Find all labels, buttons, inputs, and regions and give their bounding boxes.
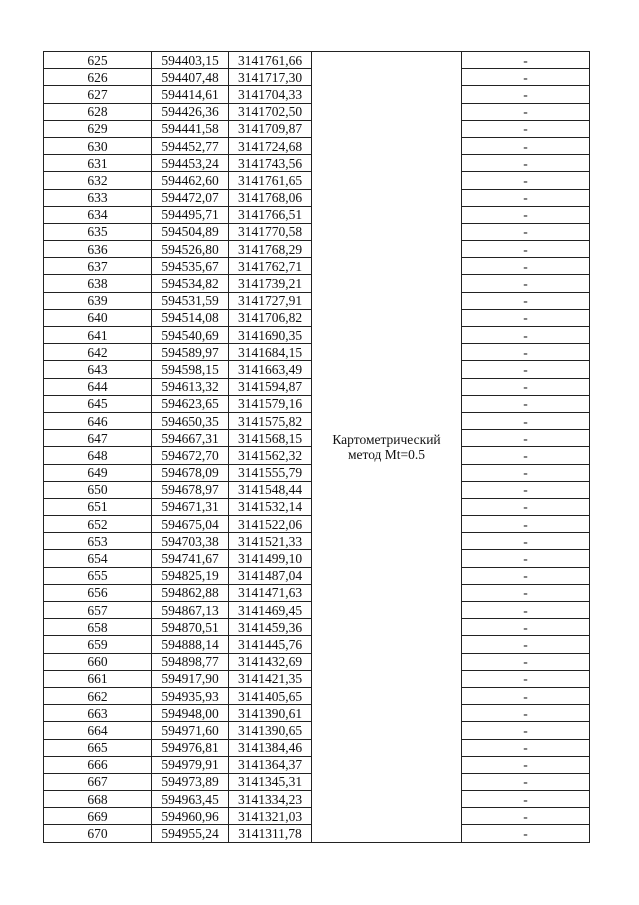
x-coordinate-cell: 594741,67 xyxy=(152,550,229,567)
accuracy-cell: - xyxy=(462,533,590,550)
accuracy-cell: - xyxy=(462,705,590,722)
method-label-line1: Картометрический xyxy=(332,431,441,447)
accuracy-cell: - xyxy=(462,653,590,670)
x-coordinate-cell: 594540,69 xyxy=(152,327,229,344)
y-coordinate-cell: 3141445,76 xyxy=(229,636,312,653)
coordinates-table-body xyxy=(44,52,590,843)
x-coordinate-cell: 594971,60 xyxy=(152,722,229,739)
method-cell xyxy=(312,52,462,843)
table-row xyxy=(44,52,590,69)
x-coordinate-cell: 594526,80 xyxy=(152,241,229,258)
accuracy-cell: - xyxy=(462,481,590,498)
method-label-line2: метод Mt=0.5 xyxy=(347,446,426,462)
accuracy-cell: - xyxy=(462,327,590,344)
accuracy-cell: - xyxy=(462,206,590,223)
y-coordinate-cell: 3141579,16 xyxy=(229,395,312,412)
accuracy-cell: - xyxy=(462,120,590,137)
point-number-cell: 649 xyxy=(44,464,152,481)
accuracy-cell: - xyxy=(462,756,590,773)
y-coordinate-cell: 3141459,36 xyxy=(229,619,312,636)
accuracy-cell: - xyxy=(462,498,590,515)
point-number-cell: 644 xyxy=(44,378,152,395)
x-coordinate-cell: 594426,36 xyxy=(152,103,229,120)
accuracy-cell: - xyxy=(462,447,590,464)
y-coordinate-cell: 3141663,49 xyxy=(229,361,312,378)
point-number-cell: 626 xyxy=(44,69,152,86)
point-number-cell: 653 xyxy=(44,533,152,550)
x-coordinate-cell: 594870,51 xyxy=(152,619,229,636)
accuracy-cell: - xyxy=(462,516,590,533)
x-coordinate-cell: 594898,77 xyxy=(152,653,229,670)
y-coordinate-cell: 3141405,65 xyxy=(229,687,312,704)
accuracy-cell: - xyxy=(462,395,590,412)
point-number-cell: 659 xyxy=(44,636,152,653)
point-number-cell: 660 xyxy=(44,653,152,670)
x-coordinate-cell: 594935,93 xyxy=(152,687,229,704)
accuracy-cell: - xyxy=(462,687,590,704)
x-coordinate-cell: 594667,31 xyxy=(152,430,229,447)
point-number-cell: 633 xyxy=(44,189,152,206)
point-number-cell: 654 xyxy=(44,550,152,567)
x-coordinate-cell: 594650,35 xyxy=(152,412,229,429)
coordinates-table xyxy=(43,51,590,843)
accuracy-cell: - xyxy=(462,791,590,808)
x-coordinate-cell: 594960,96 xyxy=(152,808,229,825)
accuracy-cell: - xyxy=(462,602,590,619)
point-number-cell: 646 xyxy=(44,412,152,429)
point-number-cell: 667 xyxy=(44,773,152,790)
point-number-cell: 635 xyxy=(44,223,152,240)
y-coordinate-cell: 3141334,23 xyxy=(229,791,312,808)
point-number-cell: 665 xyxy=(44,739,152,756)
y-coordinate-cell: 3141704,33 xyxy=(229,86,312,103)
x-coordinate-cell: 594453,24 xyxy=(152,155,229,172)
accuracy-cell: - xyxy=(462,103,590,120)
x-coordinate-cell: 594598,15 xyxy=(152,361,229,378)
x-coordinate-cell: 594495,71 xyxy=(152,206,229,223)
point-number-cell: 634 xyxy=(44,206,152,223)
y-coordinate-cell: 3141684,15 xyxy=(229,344,312,361)
y-coordinate-cell: 3141706,82 xyxy=(229,309,312,326)
point-number-cell: 645 xyxy=(44,395,152,412)
y-coordinate-cell: 3141768,06 xyxy=(229,189,312,206)
accuracy-cell: - xyxy=(462,722,590,739)
accuracy-cell: - xyxy=(462,137,590,154)
accuracy-cell: - xyxy=(462,241,590,258)
accuracy-cell: - xyxy=(462,464,590,481)
y-coordinate-cell: 3141709,87 xyxy=(229,120,312,137)
y-coordinate-cell: 3141690,35 xyxy=(229,327,312,344)
point-number-cell: 629 xyxy=(44,120,152,137)
x-coordinate-cell: 594675,04 xyxy=(152,516,229,533)
x-coordinate-cell: 594514,08 xyxy=(152,309,229,326)
accuracy-cell: - xyxy=(462,773,590,790)
accuracy-cell: - xyxy=(462,412,590,429)
y-coordinate-cell: 3141555,79 xyxy=(229,464,312,481)
point-number-cell: 640 xyxy=(44,309,152,326)
point-number-cell: 670 xyxy=(44,825,152,842)
point-number-cell: 643 xyxy=(44,361,152,378)
y-coordinate-cell: 3141770,58 xyxy=(229,223,312,240)
point-number-cell: 642 xyxy=(44,344,152,361)
y-coordinate-cell: 3141724,68 xyxy=(229,137,312,154)
x-coordinate-cell: 594979,91 xyxy=(152,756,229,773)
x-coordinate-cell: 594976,81 xyxy=(152,739,229,756)
y-coordinate-cell: 3141768,29 xyxy=(229,241,312,258)
y-coordinate-cell: 3141469,45 xyxy=(229,602,312,619)
accuracy-cell: - xyxy=(462,636,590,653)
x-coordinate-cell: 594452,77 xyxy=(152,137,229,154)
x-coordinate-cell: 594623,65 xyxy=(152,395,229,412)
point-number-cell: 641 xyxy=(44,327,152,344)
point-number-cell: 658 xyxy=(44,619,152,636)
x-coordinate-cell: 594888,14 xyxy=(152,636,229,653)
y-coordinate-cell: 3141594,87 xyxy=(229,378,312,395)
accuracy-cell: - xyxy=(462,52,590,69)
y-coordinate-cell: 3141766,51 xyxy=(229,206,312,223)
y-coordinate-cell: 3141522,06 xyxy=(229,516,312,533)
accuracy-cell: - xyxy=(462,550,590,567)
x-coordinate-cell: 594672,70 xyxy=(152,447,229,464)
x-coordinate-cell: 594504,89 xyxy=(152,223,229,240)
accuracy-cell: - xyxy=(462,275,590,292)
y-coordinate-cell: 3141390,61 xyxy=(229,705,312,722)
point-number-cell: 628 xyxy=(44,103,152,120)
point-number-cell: 652 xyxy=(44,516,152,533)
point-number-cell: 638 xyxy=(44,275,152,292)
y-coordinate-cell: 3141345,31 xyxy=(229,773,312,790)
x-coordinate-cell: 594867,13 xyxy=(152,602,229,619)
x-coordinate-cell: 594678,09 xyxy=(152,464,229,481)
point-number-cell: 636 xyxy=(44,241,152,258)
y-coordinate-cell: 3141321,03 xyxy=(229,808,312,825)
accuracy-cell: - xyxy=(462,739,590,756)
point-number-cell: 657 xyxy=(44,602,152,619)
point-number-cell: 637 xyxy=(44,258,152,275)
point-number-cell: 663 xyxy=(44,705,152,722)
point-number-cell: 668 xyxy=(44,791,152,808)
accuracy-cell: - xyxy=(462,258,590,275)
x-coordinate-cell: 594678,97 xyxy=(152,481,229,498)
point-number-cell: 625 xyxy=(44,52,152,69)
x-coordinate-cell: 594703,38 xyxy=(152,533,229,550)
point-number-cell: 655 xyxy=(44,567,152,584)
accuracy-cell: - xyxy=(462,584,590,601)
y-coordinate-cell: 3141702,50 xyxy=(229,103,312,120)
accuracy-cell: - xyxy=(462,619,590,636)
y-coordinate-cell: 3141743,56 xyxy=(229,155,312,172)
y-coordinate-cell: 3141717,30 xyxy=(229,69,312,86)
accuracy-cell: - xyxy=(462,378,590,395)
x-coordinate-cell: 594963,45 xyxy=(152,791,229,808)
accuracy-cell: - xyxy=(462,86,590,103)
y-coordinate-cell: 3141421,35 xyxy=(229,670,312,687)
accuracy-cell: - xyxy=(462,292,590,309)
point-number-cell: 664 xyxy=(44,722,152,739)
y-coordinate-cell: 3141761,65 xyxy=(229,172,312,189)
x-coordinate-cell: 594531,59 xyxy=(152,292,229,309)
point-number-cell: 648 xyxy=(44,447,152,464)
y-coordinate-cell: 3141562,32 xyxy=(229,447,312,464)
point-number-cell: 631 xyxy=(44,155,152,172)
x-coordinate-cell: 594917,90 xyxy=(152,670,229,687)
y-coordinate-cell: 3141762,71 xyxy=(229,258,312,275)
y-coordinate-cell: 3141727,91 xyxy=(229,292,312,309)
accuracy-cell: - xyxy=(462,670,590,687)
y-coordinate-cell: 3141364,37 xyxy=(229,756,312,773)
x-coordinate-cell: 594955,24 xyxy=(152,825,229,842)
accuracy-cell: - xyxy=(462,172,590,189)
point-number-cell: 630 xyxy=(44,137,152,154)
y-coordinate-cell: 3141568,15 xyxy=(229,430,312,447)
point-number-cell: 647 xyxy=(44,430,152,447)
x-coordinate-cell: 594403,15 xyxy=(152,52,229,69)
x-coordinate-cell: 594535,67 xyxy=(152,258,229,275)
x-coordinate-cell: 594462,60 xyxy=(152,172,229,189)
point-number-cell: 627 xyxy=(44,86,152,103)
x-coordinate-cell: 594589,97 xyxy=(152,344,229,361)
x-coordinate-cell: 594671,31 xyxy=(152,498,229,515)
y-coordinate-cell: 3141548,44 xyxy=(229,481,312,498)
x-coordinate-cell: 594862,88 xyxy=(152,584,229,601)
x-coordinate-cell: 594441,58 xyxy=(152,120,229,137)
x-coordinate-cell: 594613,32 xyxy=(152,378,229,395)
y-coordinate-cell: 3141390,65 xyxy=(229,722,312,739)
x-coordinate-cell: 594973,89 xyxy=(152,773,229,790)
point-number-cell: 650 xyxy=(44,481,152,498)
point-number-cell: 666 xyxy=(44,756,152,773)
x-coordinate-cell: 594414,61 xyxy=(152,86,229,103)
accuracy-cell: - xyxy=(462,430,590,447)
y-coordinate-cell: 3141575,82 xyxy=(229,412,312,429)
y-coordinate-cell: 3141432,69 xyxy=(229,653,312,670)
accuracy-cell: - xyxy=(462,808,590,825)
accuracy-cell: - xyxy=(462,361,590,378)
point-number-cell: 656 xyxy=(44,584,152,601)
y-coordinate-cell: 3141761,66 xyxy=(229,52,312,69)
y-coordinate-cell: 3141739,21 xyxy=(229,275,312,292)
x-coordinate-cell: 594407,48 xyxy=(152,69,229,86)
y-coordinate-cell: 3141487,04 xyxy=(229,567,312,584)
y-coordinate-cell: 3141499,10 xyxy=(229,550,312,567)
point-number-cell: 661 xyxy=(44,670,152,687)
x-coordinate-cell: 594472,07 xyxy=(152,189,229,206)
accuracy-cell: - xyxy=(462,567,590,584)
point-number-cell: 662 xyxy=(44,687,152,704)
accuracy-cell: - xyxy=(462,155,590,172)
accuracy-cell: - xyxy=(462,309,590,326)
accuracy-cell: - xyxy=(462,223,590,240)
point-number-cell: 632 xyxy=(44,172,152,189)
y-coordinate-cell: 3141521,33 xyxy=(229,533,312,550)
y-coordinate-cell: 3141532,14 xyxy=(229,498,312,515)
accuracy-cell: - xyxy=(462,69,590,86)
point-number-cell: 639 xyxy=(44,292,152,309)
x-coordinate-cell: 594534,82 xyxy=(152,275,229,292)
accuracy-cell: - xyxy=(462,189,590,206)
y-coordinate-cell: 3141471,63 xyxy=(229,584,312,601)
point-number-cell: 669 xyxy=(44,808,152,825)
y-coordinate-cell: 3141384,46 xyxy=(229,739,312,756)
accuracy-cell: - xyxy=(462,825,590,842)
x-coordinate-cell: 594825,19 xyxy=(152,567,229,584)
y-coordinate-cell: 3141311,78 xyxy=(229,825,312,842)
accuracy-cell: - xyxy=(462,344,590,361)
point-number-cell: 651 xyxy=(44,498,152,515)
x-coordinate-cell: 594948,00 xyxy=(152,705,229,722)
